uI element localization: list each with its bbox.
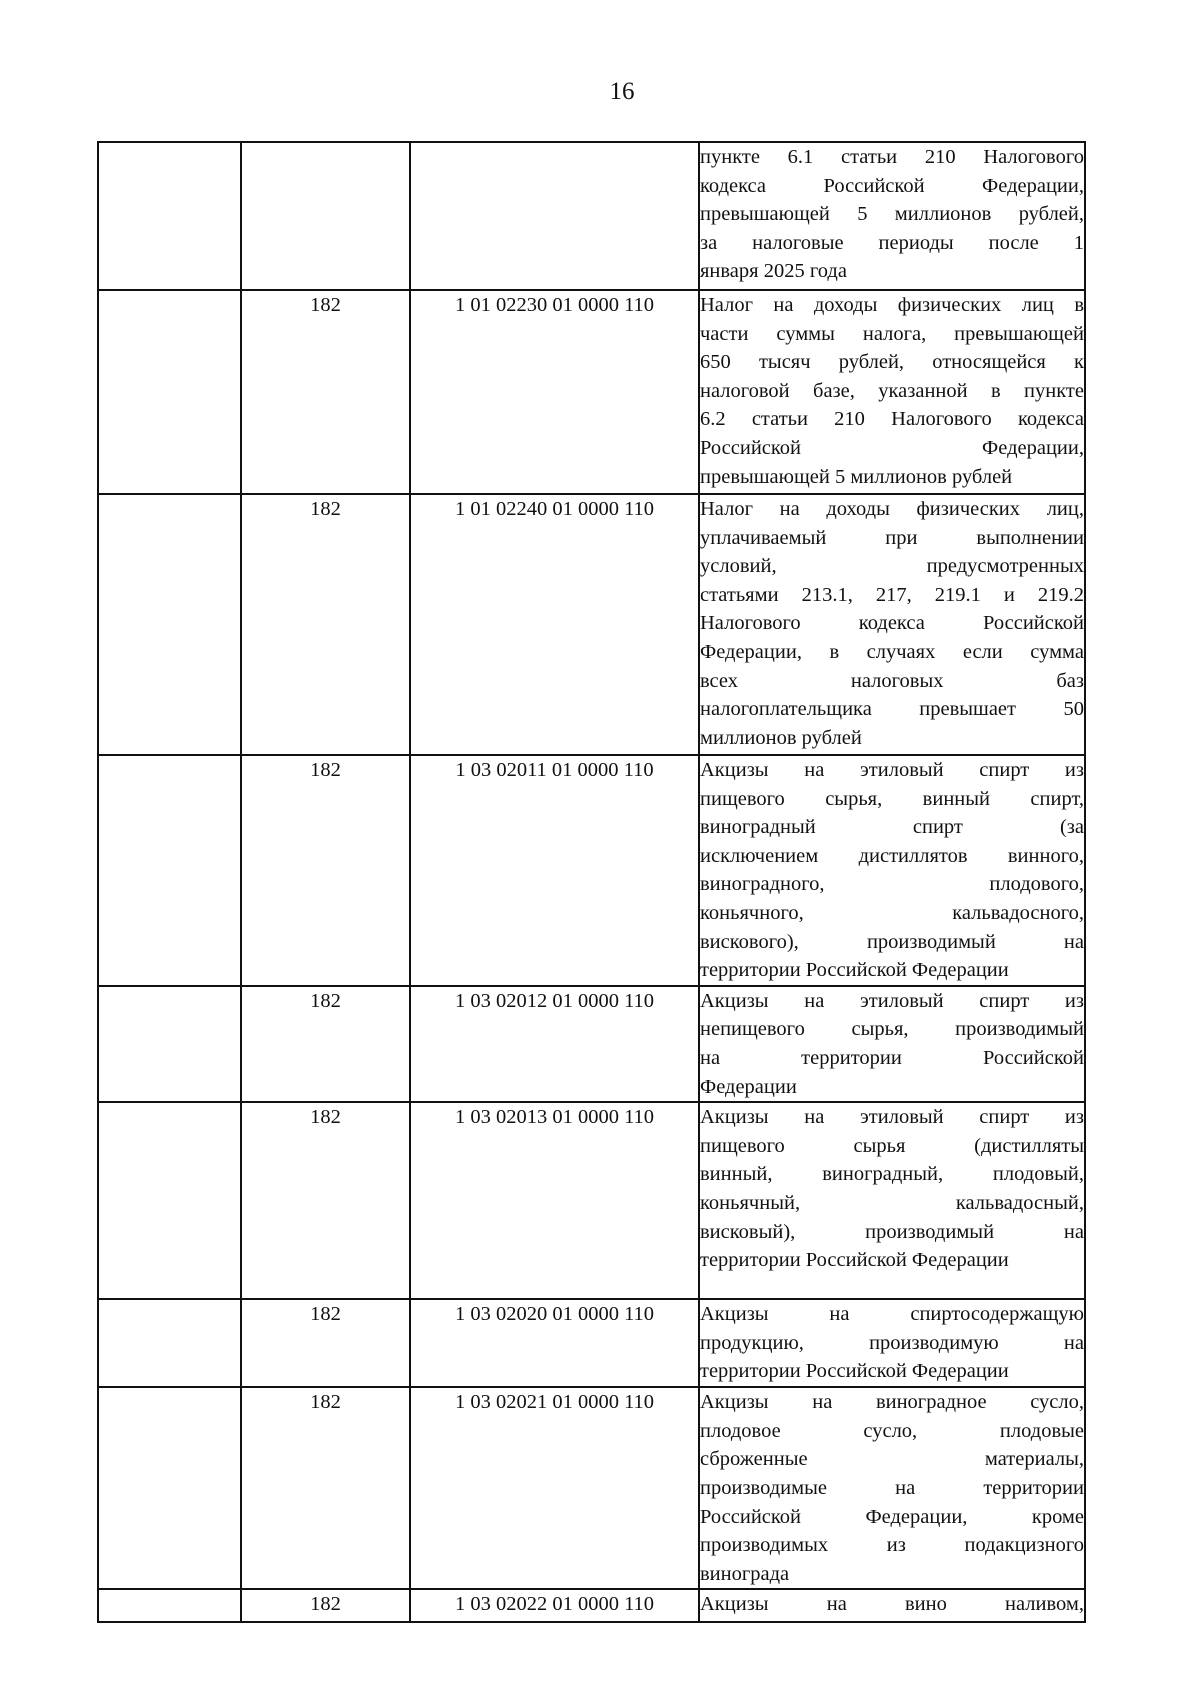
revenue-name-line: Налог на доходы физических лиц в [700,294,1084,316]
cell-admin-code: 182 [241,755,410,986]
table-row [98,755,1085,986]
revenue-name-line: сброженные материалы, [700,1448,1084,1471]
cell-revenue-name [699,1387,1085,1589]
revenue-name-line: висковый), производимый на [700,1220,1084,1243]
cell-admin-code: 182 [241,494,410,755]
revenue-name-line: на территории Российской [700,1046,1084,1069]
revenue-name-line: пункте 6.1 статьи 210 Налогового [700,146,1084,168]
cell-revenue-code: 1 01 02240 01 0000 110 [410,494,699,755]
cell-admin-code: 182 [241,1102,410,1299]
cell-revenue-code: 1 01 02230 01 0000 110 [410,290,699,494]
revenue-name-line: непищевого сырья, производимый [700,1018,1084,1041]
cell-number [98,1589,241,1622]
revenue-name-line: исключением дистиллятов винного, [700,844,1084,867]
table-row [98,290,1085,494]
revenue-name-line: января 2025 года [700,260,847,283]
revenue-name-line: Федерации [700,1075,797,1098]
table-row [98,1299,1085,1387]
cell-revenue-name [699,142,1085,290]
revenue-name-line: плодовое сусло, плодовые [700,1419,1084,1442]
revenue-name-line: Налог на доходы физических лиц, [700,498,1084,520]
table-row [98,1102,1085,1299]
cell-number [98,1299,241,1387]
cell-revenue-code: 1 03 02012 01 0000 110 [410,986,699,1102]
cell-revenue-code: 1 03 02013 01 0000 110 [410,1102,699,1299]
revenue-name-line: всех налоговых баз [700,669,1084,692]
revenue-name-line: за налоговые периоды после 1 [700,231,1084,254]
cell-number [98,290,241,494]
cell-admin-code: 182 [241,1589,410,1622]
revenue-name-line: вискового), производимый на [700,930,1084,953]
cell-revenue-code: 1 03 02011 01 0000 110 [410,755,699,986]
revenue-name-line: условий, предусмотренных [700,555,1084,578]
table-row [98,1589,1085,1622]
revenue-name-line: 650 тысяч рублей, относящейся к [700,351,1084,374]
cell-number [98,1387,241,1589]
revenue-name-line: пищевого сырья (дистилляты [700,1134,1084,1157]
cell-number [98,986,241,1102]
revenue-name-line: налогоплательщика превышает 50 [700,698,1084,721]
revenue-name-line: превышающей 5 миллионов рублей [700,465,1013,488]
revenue-name-line: Налогового кодекса Российской [700,612,1084,635]
cell-revenue-name [699,1299,1085,1387]
cell-number [98,755,241,986]
cell-number [98,142,241,290]
cell-admin-code [241,142,410,290]
revenue-classification-table [97,141,1086,1623]
revenue-name-line: Акцизы на виноградное сусло, [700,1391,1084,1414]
revenue-name-line: статьями 213.1, 217, 219.1 и 219.2 [700,583,1084,606]
cell-revenue-name [699,755,1085,986]
revenue-name-line: Российской Федерации, [700,436,1084,459]
revenue-name-line: Акцизы на этиловый спирт из [700,759,1084,781]
revenue-name-line: коньячного, кальвадосного, [700,901,1084,924]
revenue-name-line: виноградный спирт (за [700,816,1084,839]
cell-revenue-code [410,142,699,290]
revenue-name-line: Акцизы на этиловый спирт из [700,1106,1084,1129]
revenue-name-line: части суммы налога, превышающей [700,322,1084,345]
revenue-name-line: Акцизы на спиртосодержащую [700,1303,1084,1326]
revenue-name-line: налоговой базе, указанной в пункте [700,379,1084,402]
revenue-name-line: виноградного, плодового, [700,873,1084,896]
revenue-name-line: уплачиваемый при выполнении [700,526,1084,549]
cell-revenue-name [699,1102,1085,1299]
cell-revenue-name [699,494,1085,755]
cell-revenue-code: 1 03 02021 01 0000 110 [410,1387,699,1589]
revenue-name-line: винограда [700,1562,790,1585]
revenue-name-line: Российской Федерации, кроме [700,1505,1084,1528]
revenue-name-line: кодекса Российской Федерации, [700,174,1084,197]
cell-admin-code: 182 [241,986,410,1102]
table-body [98,142,1085,1622]
revenue-name-line: территории Российской Федерации [700,959,1009,982]
cell-admin-code: 182 [241,290,410,494]
table-row [98,142,1085,290]
revenue-name-line: производимых из подакцизного [700,1534,1084,1557]
cell-revenue-name [699,290,1085,494]
cell-number [98,1102,241,1299]
revenue-name-line: винный, виноградный, плодовый, [700,1163,1084,1186]
cell-revenue-name [699,986,1085,1102]
revenue-name-line: Федерации, в случаях если сумма [700,640,1084,663]
table-row [98,494,1085,755]
cell-number [98,494,241,755]
cell-revenue-code: 1 03 02020 01 0000 110 [410,1299,699,1387]
revenue-name-line: территории Российской Федерации [700,1249,1009,1272]
cell-admin-code: 182 [241,1299,410,1387]
revenue-name-line: превышающей 5 миллионов рублей, [700,203,1084,226]
cell-revenue-code: 1 03 02022 01 0000 110 [410,1589,699,1622]
revenue-name-line: 6.2 статьи 210 Налогового кодекса [700,408,1084,431]
revenue-name-line: Акцизы на вино наливом, [700,1593,1084,1616]
revenue-name-line: продукцию, производимую на [700,1331,1084,1354]
cell-revenue-name [699,1589,1085,1622]
revenue-name-line: территории Российской Федерации [700,1360,1009,1383]
table-row [98,986,1085,1102]
revenue-name-line: пищевого сырья, винный спирт, [700,787,1084,810]
cell-admin-code: 182 [241,1387,410,1589]
revenue-name-line: Акцизы на этиловый спирт из [700,989,1084,1012]
revenue-name-line: производимые на территории [700,1476,1084,1499]
revenue-name-line: миллионов рублей [700,726,862,749]
page-number: 16 [609,78,635,105]
revenue-name-line: коньячный, кальвадосный, [700,1191,1084,1214]
table-row [98,1387,1085,1589]
